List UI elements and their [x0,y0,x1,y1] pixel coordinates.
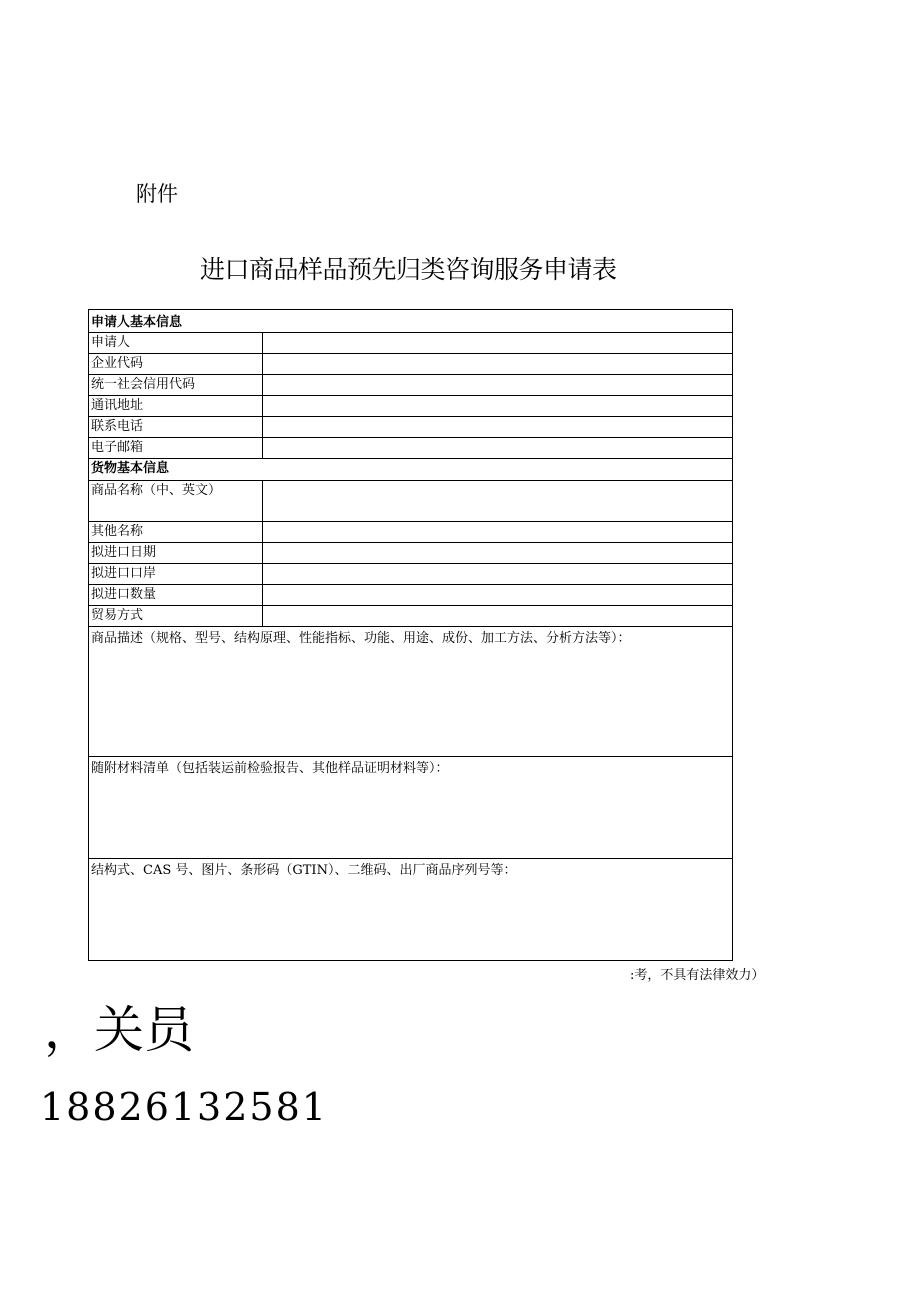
product-name-label: 商品名称（中、英文） [89,481,263,522]
import-port-value[interactable] [263,564,733,585]
phone-value[interactable] [263,417,733,438]
product-name-value[interactable] [263,481,733,522]
email-value[interactable] [263,438,733,459]
email-label: 电子邮箱 [89,438,263,459]
address-value[interactable] [263,396,733,417]
import-date-value[interactable] [263,543,733,564]
structure-info-box[interactable]: 结构式、CAS 号、图片、条形码（GTIN）、二维码、出厂商品序列号等： [89,859,733,961]
other-name-value[interactable] [263,522,733,543]
trade-mode-label: 贸易方式 [89,606,263,627]
import-quantity-value[interactable] [263,585,733,606]
other-name-label: 其他名称 [89,522,263,543]
trade-mode-value[interactable] [263,606,733,627]
credit-code-value[interactable] [263,375,733,396]
credit-code-label: 统一社会信用代码 [89,375,263,396]
applicant-section-header: 申请人基本信息 [89,310,733,333]
contact-phone: 18826132581 [40,1085,328,1129]
product-description-box[interactable]: 商品描述（规格、型号、结构原理、性能指标、功能、用途、成份、加工方法、分析方法等）： [89,627,733,757]
attachment-label: 附件 [136,182,178,206]
company-code-value[interactable] [263,354,733,375]
address-label: 通讯地址 [89,396,263,417]
contact-name: ，关员 [44,1001,194,1059]
applicant-label: 申请人 [89,333,263,354]
import-quantity-label: 拟进口数量 [89,585,263,606]
attached-materials-box[interactable]: 随附材料清单（包括装运前检验报告、其他样品证明材料等）： [89,757,733,859]
application-form-table [88,309,733,961]
goods-section-header: 货物基本信息 [89,459,733,481]
legal-note: :考，不具有法律效力） [630,968,765,983]
company-code-label: 企业代码 [89,354,263,375]
applicant-value[interactable] [263,333,733,354]
form-title: 进口商品样品预先归类咨询服务申请表 [200,255,617,284]
import-date-label: 拟进口日期 [89,543,263,564]
phone-label: 联系电话 [89,417,263,438]
import-port-label: 拟进口口岸 [89,564,263,585]
